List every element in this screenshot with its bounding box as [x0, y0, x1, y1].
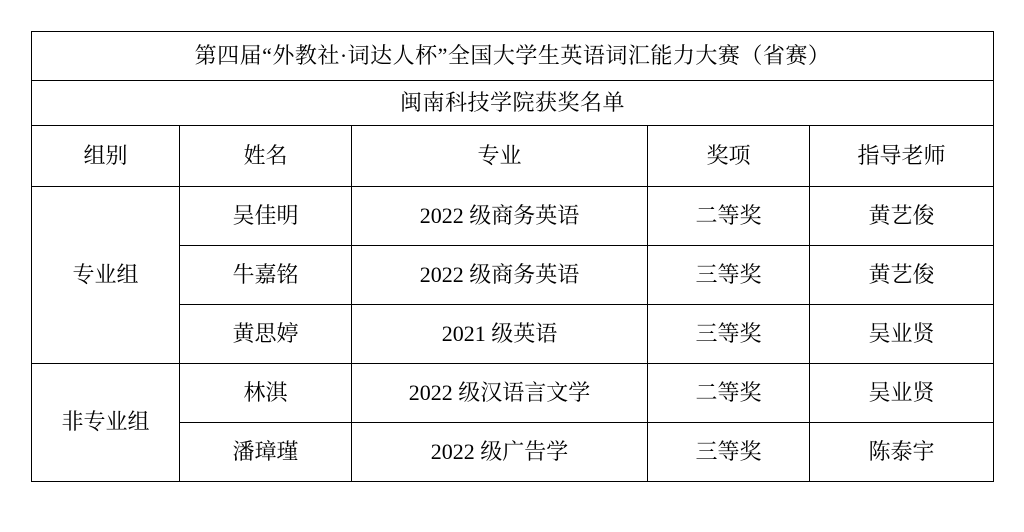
group-label-non-major: 非专业组 [32, 364, 180, 482]
column-header-award: 奖项 [648, 126, 810, 187]
cell-teacher: 黄艺俊 [810, 246, 994, 305]
group-label-major: 专业组 [32, 187, 180, 364]
cell-major: 2022 级商务英语 [352, 246, 648, 305]
document-subtitle: 闽南科技学院获奖名单 [32, 81, 994, 126]
cell-award: 二等奖 [648, 364, 810, 423]
cell-major: 2022 级商务英语 [352, 187, 648, 246]
cell-award: 三等奖 [648, 246, 810, 305]
award-list-table-container [31, 31, 993, 482]
cell-name: 吴佳明 [180, 187, 352, 246]
cell-name: 黄思婷 [180, 305, 352, 364]
cell-major: 2022 级汉语言文学 [352, 364, 648, 423]
column-header-teacher: 指导老师 [810, 126, 994, 187]
cell-teacher: 吴业贤 [810, 305, 994, 364]
cell-award: 三等奖 [648, 423, 810, 482]
document-title: 第四届“外教社·词达人杯”全国大学生英语词汇能力大赛（省赛） [32, 32, 994, 81]
column-header-group: 组别 [32, 126, 180, 187]
cell-teacher: 黄艺俊 [810, 187, 994, 246]
cell-teacher: 吴业贤 [810, 364, 994, 423]
cell-teacher: 陈泰宇 [810, 423, 994, 482]
cell-major: 2022 级广告学 [352, 423, 648, 482]
cell-name: 林淇 [180, 364, 352, 423]
cell-name: 潘璋瑾 [180, 423, 352, 482]
table-title-row [32, 32, 994, 81]
cell-name: 牛嘉铭 [180, 246, 352, 305]
cell-major: 2021 级英语 [352, 305, 648, 364]
column-header-name: 姓名 [180, 126, 352, 187]
table-header-row [32, 126, 994, 187]
award-list-table [31, 31, 994, 482]
cell-award: 三等奖 [648, 305, 810, 364]
table-subtitle-row [32, 81, 994, 126]
column-header-major: 专业 [352, 126, 648, 187]
table-row [32, 187, 994, 246]
table-row [32, 364, 994, 423]
cell-award: 二等奖 [648, 187, 810, 246]
